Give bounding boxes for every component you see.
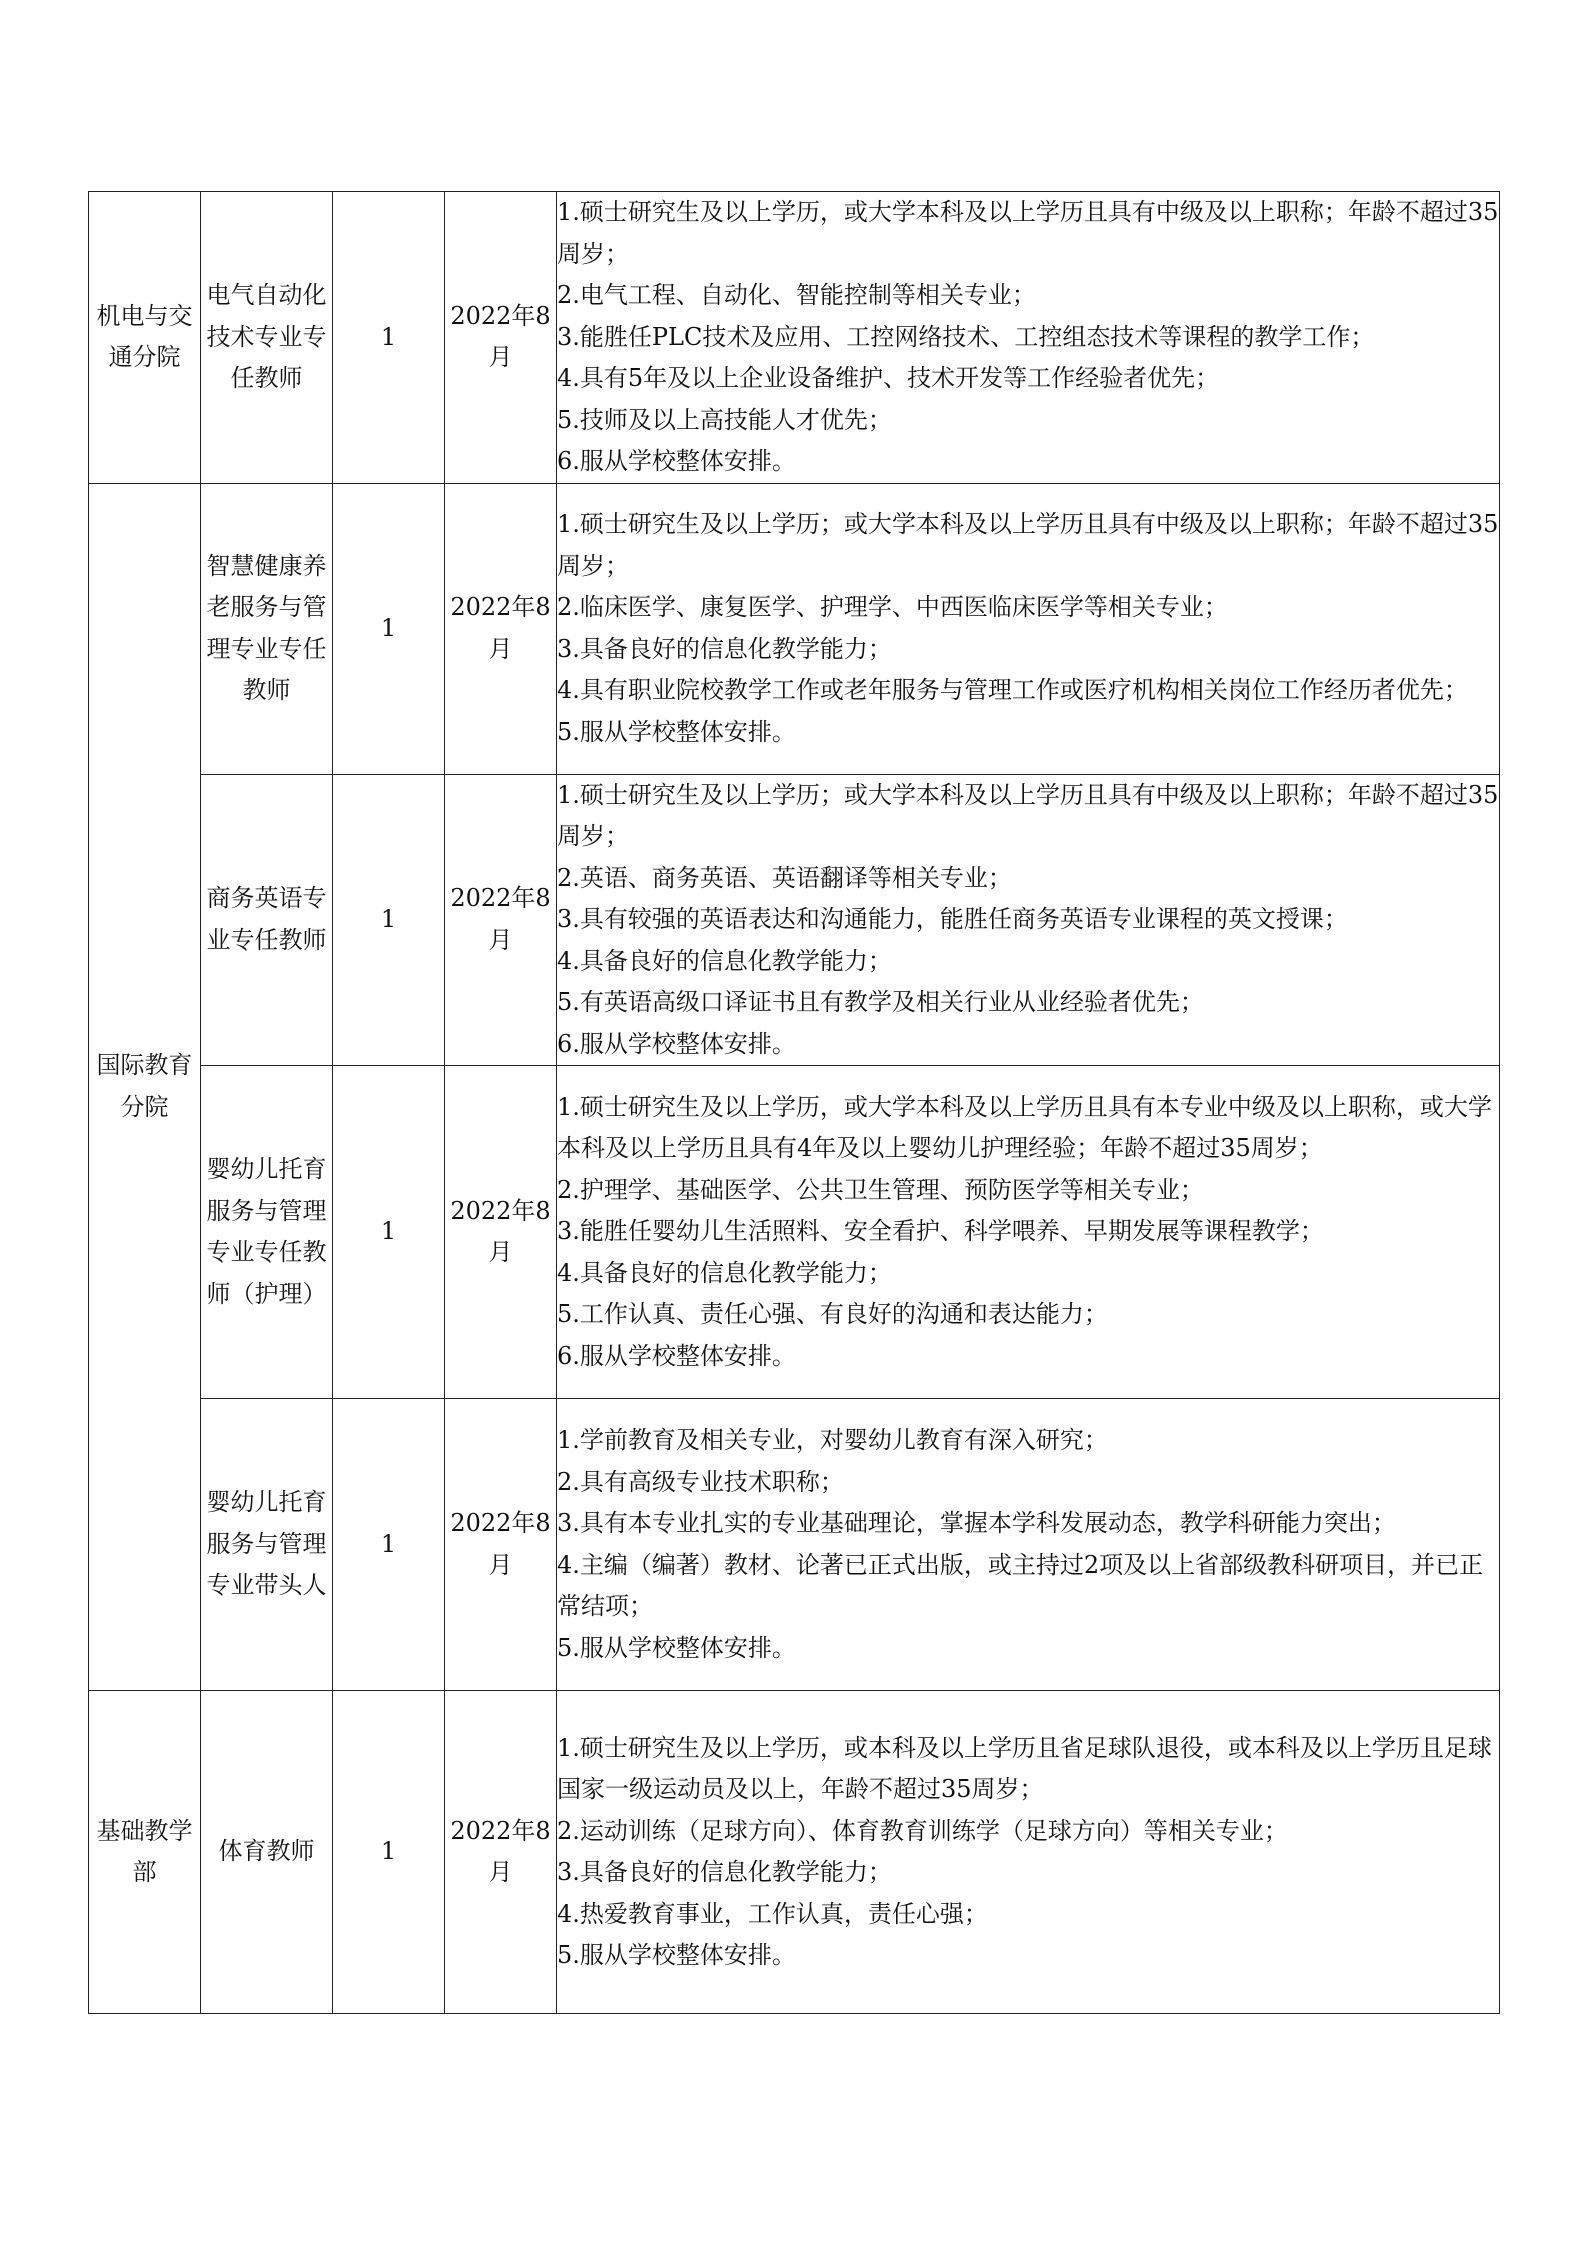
time-cell: 2022年8月 xyxy=(445,483,557,774)
requirements-cell xyxy=(557,1399,1500,1691)
requirement-line: 6.服从学校整体安排。 xyxy=(557,447,796,475)
requirement-line: 2.护理学、基础医学、公共卫生管理、预防医学等相关专业； xyxy=(557,1175,1204,1204)
table-row xyxy=(89,483,1500,774)
requirement-line: 2.电气工程、自动化、智能控制等相关专业； xyxy=(557,281,1036,309)
recruitment-table xyxy=(88,191,1500,2014)
count-cell: 1 xyxy=(333,1066,445,1399)
requirement-line: 4.具有5年及以上企业设备维护、技术开发等工作经验者优先； xyxy=(557,364,1220,392)
requirement-line: 3.具备良好的信息化教学能力； xyxy=(557,1858,892,1886)
requirements-cell xyxy=(557,483,1500,774)
requirement-line: 5.工作认真、责任心强、有良好的沟通和表达能力； xyxy=(557,1300,1108,1329)
requirement-line: 1.学前教育及相关专业，对婴幼儿教育有深入研究； xyxy=(557,1426,1108,1454)
requirement-line: 2.英语、商务英语、英语翻译等相关专业； xyxy=(557,863,1012,892)
requirement-line: 4.具备良好的信息化教学能力； xyxy=(557,946,892,975)
time-cell: 2022年8月 xyxy=(445,1399,557,1691)
requirement-line: 5.服从学校整体安排。 xyxy=(557,1633,796,1662)
requirement-line: 4.具有职业院校教学工作或老年服务与管理工作或医疗机构相关岗位工作经历者优先； xyxy=(557,676,1468,704)
position-cell: 智慧健康养老服务与管理专业专任教师 xyxy=(201,483,333,774)
time-cell: 2022年8月 xyxy=(445,1066,557,1399)
requirement-line: 3.具备良好的信息化教学能力； xyxy=(557,634,892,663)
requirement-line: 2.运动训练（足球方向）、体育教育训练学（足球方向）等相关专业； xyxy=(557,1816,1288,1845)
requirement-line: 1.硕士研究生及以上学历，或本科及以上学历且省足球队退役，或本科及以上学历且足球国家一级运动员及以上，年龄不超过35周岁； xyxy=(557,1733,1492,1803)
department-cell: 国际教育分院 xyxy=(89,483,201,1691)
count-cell: 1 xyxy=(333,1691,445,2014)
count-cell: 1 xyxy=(333,192,445,484)
count-cell: 1 xyxy=(333,774,445,1066)
requirement-line: 3.具有较强的英语表达和沟通能力，能胜任商务英语专业课程的英文授课； xyxy=(557,905,1348,933)
requirements-cell xyxy=(557,774,1500,1066)
table-row xyxy=(89,774,1500,1066)
count-cell: 1 xyxy=(333,1399,445,1691)
requirements-cell xyxy=(557,1691,1500,2014)
requirement-line: 4.主编（编著）教材、论著已正式出版，或主持过2项及以上省部级教科研项目，并已正常结项； xyxy=(557,1550,1484,1620)
table-row xyxy=(89,1691,1500,2014)
requirement-line: 4.热爱教育事业，工作认真，责任心强； xyxy=(557,1899,988,1928)
position-cell: 商务英语专业专任教师 xyxy=(201,774,333,1066)
department-cell: 机电与交通分院 xyxy=(89,192,201,484)
position-cell: 婴幼儿托育服务与管理专业专任教师（护理） xyxy=(201,1066,333,1399)
table-row xyxy=(89,1066,1500,1399)
requirement-line: 4.具备良好的信息化教学能力； xyxy=(557,1258,892,1287)
table-row xyxy=(89,192,1500,484)
position-cell: 体育教师 xyxy=(201,1691,333,2014)
requirement-line: 5.服从学校整体安排。 xyxy=(557,1941,796,1969)
requirement-line: 2.具有高级专业技术职称； xyxy=(557,1467,844,1496)
requirement-line: 5.技师及以上高技能人才优先； xyxy=(557,405,892,434)
department-cell: 基础教学部 xyxy=(89,1691,201,2014)
requirement-line: 1.硕士研究生及以上学历；或大学本科及以上学历且具有中级及以上职称；年龄不超过35周岁； xyxy=(557,510,1499,580)
requirement-line: 3.具有本专业扎实的专业基础理论，掌握本学科发展动态，教学科研能力突出； xyxy=(557,1509,1396,1537)
requirement-line: 3.能胜任婴幼儿生活照料、安全看护、科学喂养、早期发展等课程教学； xyxy=(557,1217,1324,1246)
requirement-line: 6.服从学校整体安排。 xyxy=(557,1029,796,1058)
count-cell: 1 xyxy=(333,483,445,774)
time-cell: 2022年8月 xyxy=(445,774,557,1066)
requirement-line: 5.有英语高级口译证书且有教学及相关行业从业经验者优先； xyxy=(557,988,1204,1016)
requirement-line: 1.硕士研究生及以上学历；或大学本科及以上学历且具有中级及以上职称；年龄不超过35周岁； xyxy=(557,780,1499,850)
requirement-line: 3.能胜任PLC技术及应用、工控网络技术、工控组态技术等课程的教学工作； xyxy=(557,322,1375,351)
time-cell: 2022年8月 xyxy=(445,1691,557,2014)
table-row xyxy=(89,1399,1500,1691)
requirement-line: 1.硕士研究生及以上学历，或大学本科及以上学历且具有中级及以上职称；年龄不超过35周岁； xyxy=(557,198,1499,268)
requirement-line: 6.服从学校整体安排。 xyxy=(557,1341,796,1370)
requirement-line: 1.硕士研究生及以上学历，或大学本科及以上学历且具有本专业中级及以上职称，或大学本科及以上学历且具有4年及以上婴幼儿护理经验；年龄不超过35周岁； xyxy=(557,1092,1492,1163)
requirements-cell xyxy=(557,1066,1500,1399)
position-cell: 电气自动化技术专业专任教师 xyxy=(201,192,333,484)
requirement-line: 5.服从学校整体安排。 xyxy=(557,717,796,746)
time-cell: 2022年8月 xyxy=(445,192,557,484)
position-cell: 婴幼儿托育服务与管理专业带头人 xyxy=(201,1399,333,1691)
requirements-cell xyxy=(557,192,1500,484)
requirement-line: 2.临床医学、康复医学、护理学、中西医临床医学等相关专业； xyxy=(557,593,1228,621)
